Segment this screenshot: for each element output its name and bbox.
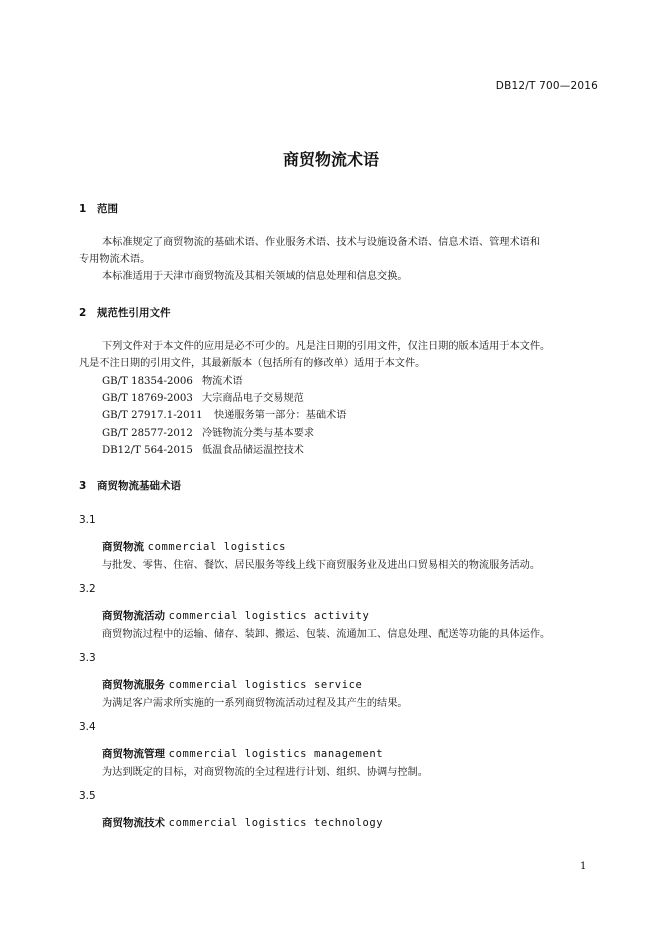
reference-name: 大宗商品电子交易规范	[202, 393, 304, 404]
reference-item	[102, 390, 304, 407]
section-number: 3	[79, 480, 87, 492]
term-name-zh: 商贸物流	[102, 541, 144, 553]
reference-name: 物流术语	[202, 376, 243, 387]
section-title: 规范性引用文件	[97, 307, 171, 319]
standard-code: DB12/T 700—2016	[495, 80, 598, 92]
section-title: 范围	[97, 203, 118, 215]
normative-intro-line-2: 凡是不注日期的引用文件，其最新版本（包括所有的修改单）适用于本文件。	[79, 358, 426, 369]
reference-code: GB/T 18769-2003	[102, 393, 193, 404]
term-definition: 为达到既定的目标，对商贸物流的全过程进行计划、组织、协调与控制。	[102, 767, 428, 778]
term-definition: 为满足客户需求所实施的一系列商贸物流活动过程及其产生的结果。	[102, 698, 408, 709]
term-name	[102, 608, 369, 623]
reference-item	[102, 442, 304, 459]
term-name-zh: 商贸物流技术	[102, 817, 165, 829]
scope-paragraph-2: 本标准适用于天津市商贸物流及其相关领域的信息处理和信息交换。	[102, 271, 408, 282]
term-number: 3.5	[79, 790, 96, 802]
reference-code: GB/T 27917.1-2011	[102, 410, 203, 421]
document-title: 商贸物流术语	[282, 150, 379, 169]
reference-item	[102, 373, 243, 390]
term-number: 3.2	[79, 583, 96, 595]
term-name	[102, 815, 383, 830]
term-name-en: commercial logistics	[147, 541, 287, 553]
term-definition: 商贸物流过程中的运输、储存、装卸、搬运、包装、流通加工、信息处理、配送等功能的具体运作。	[102, 629, 551, 640]
term-name-en: commercial logistics technology	[168, 817, 384, 829]
term-number: 3.3	[79, 652, 96, 664]
term-definition: 与批发、零售、住宿、餐饮、居民服务等线上线下商贸服务业及进出口贸易相关的物流服务活动。	[102, 560, 541, 571]
term-number: 3.1	[79, 514, 96, 526]
reference-item	[102, 425, 314, 442]
normative-intro-line-1: 下列文件对于本文件的应用是必不可少的。凡是注日期的引用文件，仅注日期的版本适用于本文件。	[102, 341, 551, 352]
term-name	[102, 677, 362, 692]
reference-code: DB12/T 564-2015	[102, 445, 193, 456]
section-title: 商贸物流基础术语	[97, 480, 181, 492]
section-number: 1	[79, 203, 87, 215]
reference-name: 低温食品储运温控技术	[202, 445, 304, 456]
scope-paragraph-1-line-2: 专用物流术语。	[79, 254, 151, 265]
section-heading-basic-terms	[79, 478, 181, 493]
section-number: 2	[79, 307, 87, 319]
term-name-en: commercial logistics activity	[168, 610, 370, 622]
term-name-zh: 商贸物流服务	[102, 679, 165, 691]
page-number: 1	[580, 861, 587, 872]
term-name-zh: 商贸物流管理	[102, 748, 165, 760]
term-name-en: commercial logistics service	[168, 679, 363, 691]
reference-code: GB/T 18354-2006	[102, 376, 193, 387]
term-name-en: commercial logistics management	[168, 748, 384, 760]
term-name-zh: 商贸物流活动	[102, 610, 165, 622]
term-name	[102, 746, 383, 761]
reference-item	[102, 407, 346, 424]
section-heading-normative	[79, 305, 171, 320]
section-heading-scope	[79, 201, 118, 216]
reference-name: 冷链物流分类与基本要求	[202, 428, 315, 439]
reference-code: GB/T 28577-2012	[102, 428, 193, 439]
scope-paragraph-1-line-1: 本标准规定了商贸物流的基础术语、作业服务术语、技术与设施设备术语、信息术语、管理术语和	[102, 237, 541, 248]
term-name	[102, 539, 286, 554]
reference-name: 快递服务第一部分：基础术语	[214, 410, 347, 421]
term-number: 3.4	[79, 721, 96, 733]
